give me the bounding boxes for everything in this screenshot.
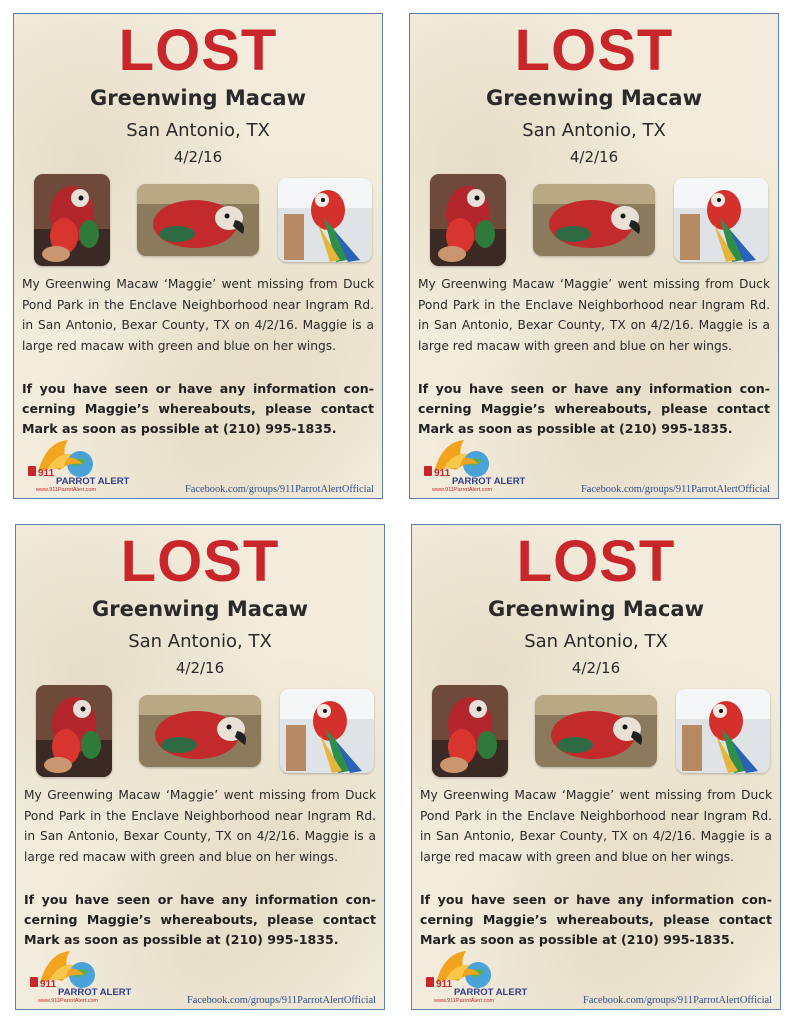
macaw-on-hand-photo bbox=[430, 174, 506, 266]
facebook-group-link[interactable]: Facebook.com/groups/911ParrotAlertOfficial bbox=[186, 995, 376, 1006]
lost-flyer-1 bbox=[13, 13, 383, 499]
logo-url-text: www.911ParrotAlert.com bbox=[38, 998, 99, 1004]
location: San Antonio, TX bbox=[128, 631, 272, 652]
lost-flyer-4 bbox=[411, 524, 781, 1010]
lost-headline: LOST bbox=[516, 529, 676, 594]
facebook-group-link[interactable]: Facebook.com/groups/911ParrotAlertOfficial bbox=[580, 484, 770, 495]
macaw-on-hand-photo bbox=[34, 174, 110, 266]
logo-brand-text: PARROT ALERT bbox=[56, 476, 130, 487]
bird-species: Greenwing Macaw bbox=[487, 597, 704, 621]
logo-number: 911 bbox=[434, 468, 451, 478]
bird-species: Greenwing Macaw bbox=[485, 86, 702, 110]
logo-url-text: www.911ParrotAlert.com bbox=[432, 487, 493, 493]
date-lost: 4/2/16 bbox=[571, 659, 621, 677]
description-text: My Greenwing Macaw ‘Maggie’ went missing from Duck Pond Park in the Enclave Neighborhood near Ingram Rd. in San Antonio, Bexar County, TX on 4/2/16. Maggie is a large red macaw with green and blue on her wings. bbox=[418, 277, 770, 353]
bird-species: Greenwing Macaw bbox=[89, 86, 306, 110]
macaw-perched-photo bbox=[280, 689, 374, 773]
logo-number: 911 bbox=[436, 979, 453, 989]
logo-number: 911 bbox=[38, 468, 55, 478]
contact-text: If you have seen or have any information concerning Maggie’s whereabouts, please contact Mark as soon as possible at (210) 995-1835. bbox=[420, 892, 772, 947]
macaw-on-floor-photo bbox=[137, 184, 259, 256]
date-lost: 4/2/16 bbox=[175, 659, 225, 677]
macaw-on-floor-photo bbox=[533, 184, 655, 256]
logo-url-text: www.911ParrotAlert.com bbox=[434, 998, 495, 1004]
macaw-perched-photo bbox=[674, 178, 768, 262]
date-lost: 4/2/16 bbox=[569, 148, 619, 166]
bird-species: Greenwing Macaw bbox=[91, 597, 308, 621]
lost-headline: LOST bbox=[514, 18, 674, 83]
macaw-on-floor-photo bbox=[535, 695, 657, 767]
facebook-group-link[interactable]: Facebook.com/groups/911ParrotAlertOfficial bbox=[582, 995, 772, 1006]
macaw-perched-photo bbox=[676, 689, 770, 773]
location: San Antonio, TX bbox=[522, 120, 666, 141]
macaw-on-floor-photo bbox=[139, 695, 261, 767]
contact-text: If you have seen or have any information concerning Maggie’s whereabouts, please contact Mark as soon as possible at (210) 995-1835. bbox=[24, 892, 376, 947]
contact-text: If you have seen or have any information concerning Maggie’s whereabouts, please contact Mark as soon as possible at (210) 995-1835. bbox=[418, 381, 770, 436]
logo-brand-text: PARROT ALERT bbox=[452, 476, 526, 487]
parrot-alert-logo bbox=[414, 438, 532, 496]
contact-text: If you have seen or have any information concerning Maggie’s whereabouts, please contact Mark as soon as possible at (210) 995-1835. bbox=[22, 381, 374, 436]
parrot-alert-logo bbox=[18, 438, 136, 496]
parrot-alert-logo bbox=[20, 949, 138, 1007]
macaw-on-hand-photo bbox=[432, 685, 508, 777]
description-text: My Greenwing Macaw ‘Maggie’ went missing from Duck Pond Park in the Enclave Neighborhood near Ingram Rd. in San Antonio, Bexar County, TX on 4/2/16. Maggie is a large red macaw with green and blue on her wings. bbox=[420, 788, 772, 864]
logo-url-text: www.911ParrotAlert.com bbox=[36, 487, 97, 493]
logo-brand-text: PARROT ALERT bbox=[454, 987, 528, 998]
lost-flyer-2 bbox=[409, 13, 779, 499]
lost-headline: LOST bbox=[118, 18, 278, 83]
lost-flyer-3 bbox=[15, 524, 385, 1010]
location: San Antonio, TX bbox=[524, 631, 668, 652]
description-text: My Greenwing Macaw ‘Maggie’ went missing from Duck Pond Park in the Enclave Neighborhood near Ingram Rd. in San Antonio, Bexar County, TX on 4/2/16. Maggie is a large red macaw with green and blue on her wings. bbox=[24, 788, 376, 864]
date-lost: 4/2/16 bbox=[173, 148, 223, 166]
lost-headline: LOST bbox=[120, 529, 280, 594]
logo-number: 911 bbox=[40, 979, 57, 989]
macaw-on-hand-photo bbox=[36, 685, 112, 777]
facebook-group-link[interactable]: Facebook.com/groups/911ParrotAlertOfficial bbox=[184, 484, 374, 495]
parrot-alert-logo bbox=[416, 949, 534, 1007]
location: San Antonio, TX bbox=[126, 120, 270, 141]
macaw-perched-photo bbox=[278, 178, 372, 262]
description-text: My Greenwing Macaw ‘Maggie’ went missing from Duck Pond Park in the Enclave Neighborhood near Ingram Rd. in San Antonio, Bexar County, TX on 4/2/16. Maggie is a large red macaw with green and blue on her wings. bbox=[22, 277, 374, 353]
logo-brand-text: PARROT ALERT bbox=[58, 987, 132, 998]
